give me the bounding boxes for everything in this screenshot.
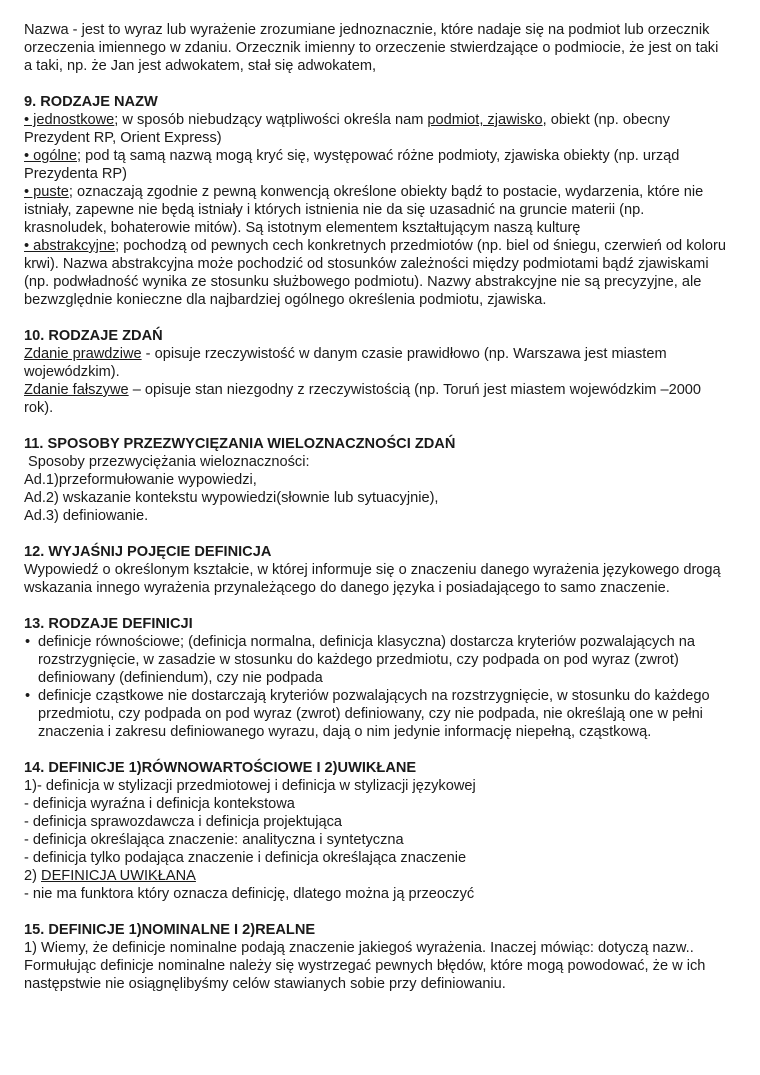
bullet-item: • definicje cząstkowe nie dostarczają kryteriów pozwalających na rozstrzygnięcie, w stosunku do każdego przedmiotu, czy podpada on pod wyraz (zwrot) definiowany, czy nie podpada, nie określają one w pełni znaczenia i zakresu definiowanego wyrazu, dają o nim jedynie informację niepełną, cząstkową.	[24, 687, 728, 741]
intro-paragraph: Nazwa - jest to wyraz lub wyrażenie zrozumiane jednoznacznie, które nadaje się na podmiot lub orzecznik orzeczenia imiennego w zdaniu. Orzecznik imienny to orzeczenie stwierdzające o podmiocie, że jest on taki a taki, np. że Jan jest adwokatem, stał się adwokatem,	[24, 22, 719, 74]
name-type-empty	[24, 183, 728, 237]
spacer	[24, 903, 728, 921]
term-true-sentence: Zdanie prawdziwe	[24, 346, 142, 362]
spacer	[24, 525, 728, 543]
name-type-general	[24, 147, 728, 183]
text-line: 1)- definicja w stylizacji przedmiotowej i definicja w stylizacji językowej	[24, 778, 476, 794]
section-13-heading: 13. RODZAJE DEFINICJI	[24, 616, 193, 632]
spacer	[24, 741, 728, 759]
definition-text: ; oznaczają zgodnie z pewną konwencją określone obiekty bądź to postacie, wydarzenia, które nie istniały, zapewne nie będą istniały i których istnienia nie da się uzasadnić na gruncie materii (np. krasnoludek, bohaterowie mitów). Są istotnym elementem kształtującym naszą kulturę	[24, 184, 704, 236]
definition-text: – opisuje stan niezgodny z rzeczywistością (np. Toruń jest miastem wojewódzkim –2000 rok).	[24, 382, 702, 416]
text-line: Ad.1)przeformułowanie wypowiedzi,	[24, 472, 257, 488]
section-10-heading: 10. RODZAJE ZDAŃ	[24, 328, 163, 344]
definition-text: , obiekt (np. obecny Prezydent RP, Orient Express)	[24, 112, 670, 146]
definition-text: - opisuje rzeczywistość w danym czasie prawidłowo (np. Warszawa jest miastem wojewódzkim).	[24, 346, 667, 380]
section-15-heading: 15. DEFINICJE 1)NOMINALNE I 2)REALNE	[24, 922, 316, 938]
sentence-type-true	[24, 345, 728, 381]
definition-text: ; pochodzą od pewnych cech konkretnych przedmiotów (np. biel od śniegu, czerwień od koloru krwi). Nazwa abstrakcyjna może pochodzić od stosunków zależności między podmiotami bądź zjawiskami (np. podwładność wynika ze stosunku służbowego podmiotu). Nazwy abstrakcyjne nie są precyzyjne, ale bezwzględnie konieczne dla najbardziej ogólnego określenia podmiotu, zjawiska.	[24, 238, 726, 308]
spacer	[24, 417, 728, 435]
section-12-heading: 12. WYJAŚNIJ POJĘCIE DEFINICJA	[24, 544, 272, 560]
section-14-heading: 14. DEFINICJE 1)RÓWNOWARTOŚCIOWE I 2)UWIKŁANE	[24, 760, 417, 776]
definition-text: pod tą samą nazwą mogą kryć się, występować różne podmioty, zjawiska obiekty (np. urząd Prezydenta RP)	[24, 148, 680, 182]
text-line: Ad.3) definiowanie.	[24, 508, 149, 524]
spacer	[24, 309, 728, 327]
term-general: • ogólne;	[24, 148, 82, 164]
text-line: Sposoby przezwyciężania wieloznaczności:	[24, 454, 310, 470]
text-line	[24, 867, 728, 885]
name-type-abstract	[24, 237, 728, 309]
spacer	[24, 75, 728, 93]
term-false-sentence: Zdanie fałszywe	[24, 382, 129, 398]
text-line: - definicja wyraźna i definicja kontekstowa	[24, 796, 295, 812]
term-singular: • jednostkowe	[24, 112, 115, 128]
name-type-singular	[24, 111, 728, 147]
text-line: Ad.2) wskazanie kontekstu wypowiedzi(słownie lub sytuacyjnie),	[24, 490, 439, 506]
bullet-item: • definicje równościowe; (definicja normalna, definicja klasyczna) dostarcza kryteriów pozwalających na rozstrzygnięcie, w zasadzie w stosunku do każdego przedmiotu, czy podpada on pod wyraz (zwrot) definiowany (definiendum), czy nie podpada	[24, 633, 728, 687]
underlined-heading: DEFINICJA UWIKŁANA	[41, 868, 196, 884]
text-line: - definicja sprawozdawcza i definicja projektująca	[24, 814, 342, 830]
text-line: - nie ma funktora który oznacza definicję, dlatego można ją przeoczyć	[24, 886, 475, 902]
text-line: - definicja określająca znaczenie: analityczna i syntetyczna	[24, 832, 404, 848]
term-abstract: • abstrakcyjne	[24, 238, 116, 254]
term-empty: • puste	[24, 184, 69, 200]
section-11-heading: 11. SPOSOBY PRZEZWYCIĘZANIA WIELOZNACZNOŚCI ZDAŃ	[24, 436, 456, 452]
definition-paragraph: 1) Wiemy, że definicje nominalne podają znaczenie jakiegoś wyrażenia. Inaczej mówiąc: dotyczą nazw.. Formułując definicje nominalne należy się wystrzegać pewnych błędów, które mogą powodować, że w ich następstwie nie osiągnęlibyśmy celów stawianych sobie przy definiowaniu.	[24, 940, 706, 992]
definition-text: ; w sposób niebudzący wątpliwości określa nam	[114, 112, 428, 128]
list-prefix: 2)	[24, 868, 42, 884]
definition-paragraph: Wypowiedź o określonym kształcie, w której informuje się o znaczeniu danego wyrażenia językowego drogą wskazania innego wyrażenia przynależącego do danego języka i posiadającego to samo znaczenie.	[24, 562, 721, 596]
spacer	[24, 597, 728, 615]
underlined-phrase: podmiot, zjawisko	[427, 112, 543, 128]
section-9-heading: 9. RODZAJE NAZW	[24, 94, 158, 110]
text-line: - definicja tylko podająca znaczenie i definicja określająca znaczenie	[24, 850, 467, 866]
sentence-type-false	[24, 381, 728, 417]
